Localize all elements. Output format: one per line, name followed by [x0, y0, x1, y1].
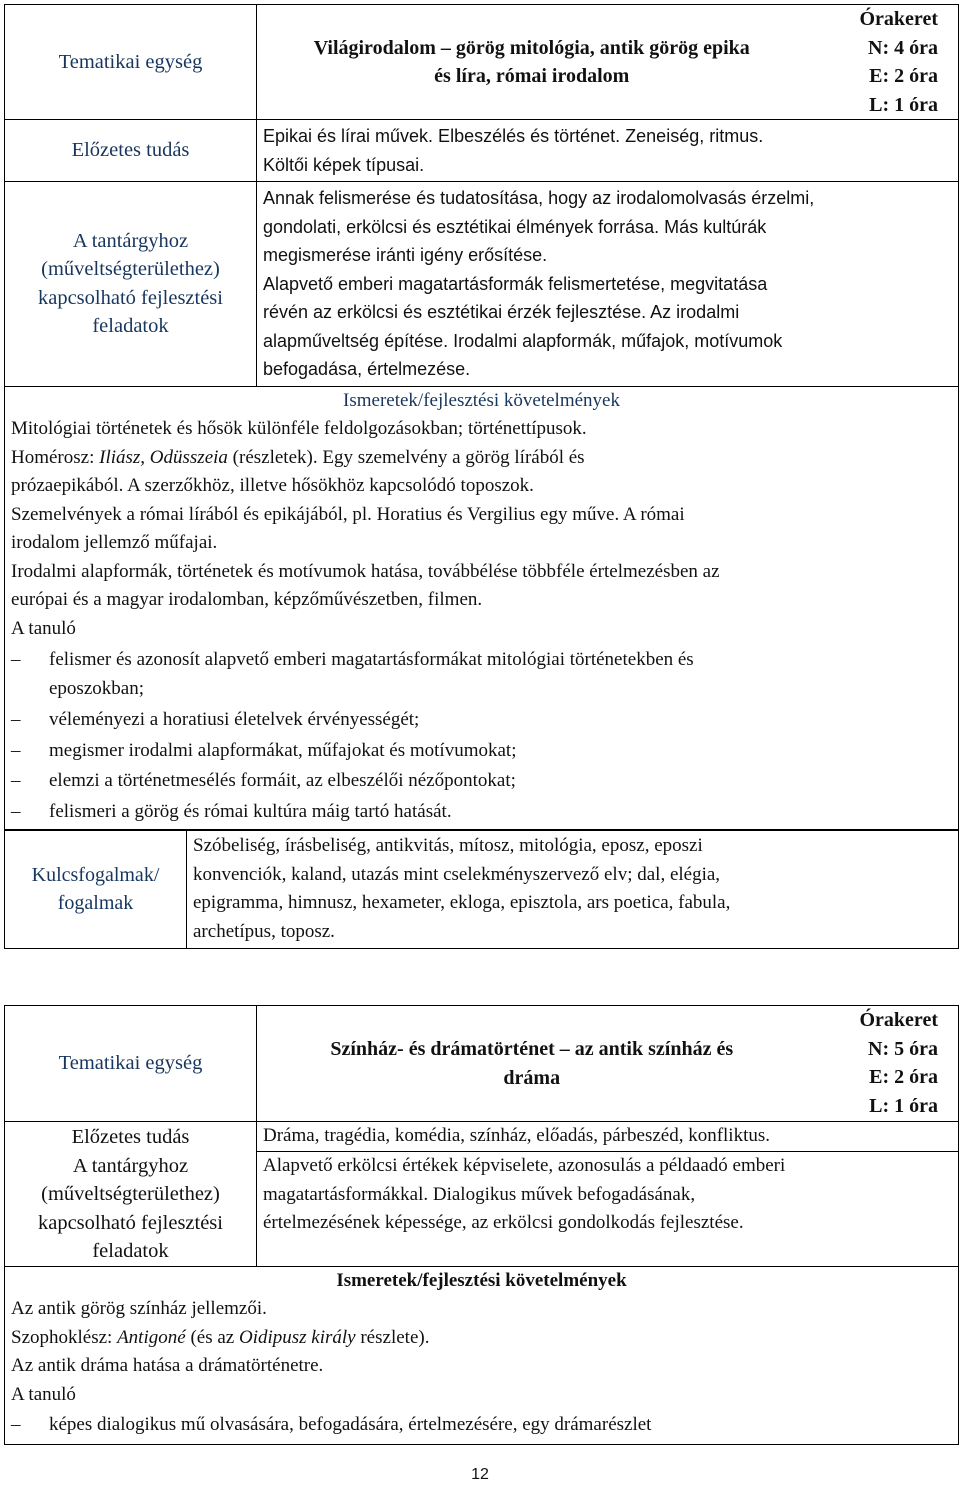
unit2-title-line1: Színház- és drámatörténet – az antik színház és — [330, 1038, 734, 1060]
unit2-title — [257, 1006, 807, 1122]
unit2-req-soph-suffix: részlete). — [355, 1326, 430, 1348]
unit1-keywords-line-4: archetípus, toposz. — [193, 920, 335, 942]
unit2-title-line2: dráma — [503, 1066, 561, 1089]
unit1-req-line2 — [11, 444, 952, 473]
unit2-req-soph-mid: (és az — [185, 1326, 239, 1348]
page-number: 12 — [471, 1466, 489, 1483]
unit1-bullet-3-text: megismer irodalmi alapformákat, műfajokat és motívumokat; — [49, 739, 517, 761]
unit1-req-homer-prefix: Homérosz: — [11, 446, 100, 468]
unit1-bullet-2-text: véleményezi a horatiusi életelvek érvényességét; — [49, 709, 420, 730]
unit1-dev-line-5: révén az erkölcsi és esztétikai érzék fejlesztése. Az irodalmi — [263, 302, 740, 322]
unit2-dev-label-3: kapcsolható fejlesztési — [37, 1211, 223, 1234]
unit1-keywords-line-2: konvenciók, kaland, utazás mint cselekményszervező elv; dal, elégia, — [193, 863, 721, 885]
unit2-table — [4, 1005, 959, 1445]
unit1-req-line4: Szemelvények a római lírából és epikájából, pl. Horatius és Vergilius egy műve. A római — [11, 503, 685, 525]
unit2-student-label: A tanuló — [11, 1383, 76, 1405]
unit1-dev-line-4: Alapvető emberi magatartásformák felismertetése, megvitatása — [263, 273, 768, 294]
unit2-dev-line-3: értelmezésének képessége, az erkölcsi gondolkodás fejlesztése. — [263, 1212, 744, 1233]
unit2-dev-label-2: (műveltségterülethez) — [41, 1183, 220, 1205]
unit2-req-soph-prefix: Szophoklész: — [11, 1326, 118, 1348]
unit1-prior-line2: Költői képek típusai. — [263, 154, 425, 175]
unit1-bullet-4 — [11, 767, 952, 796]
unit1-keywords-line-3: epigramma, himnusz, hexameter, ekloga, episztola, ars poetica, fabula, — [193, 892, 731, 913]
unit2-req-oidipusz: Oidipusz király — [238, 1326, 356, 1348]
unit2-dev-label — [5, 1152, 257, 1267]
unit1-dev-line-1: Annak felismerése és tudatosítása, hogy az irodalomolvasás érzelmi, — [263, 188, 815, 208]
unit1-keywords-heading-1: Kulcsfogalmak/ — [31, 863, 160, 886]
unit1-hours-label: Órakeret — [859, 8, 938, 30]
unit2-bullet-1 — [11, 1411, 952, 1440]
unit2-req-antigone: Antigoné — [117, 1326, 186, 1348]
unit1-hours-e: E: 2 óra — [869, 65, 938, 87]
unit2-prior-label: Előzetes tudás — [5, 1122, 257, 1152]
unit2-hours-l: L: 1 óra — [869, 1094, 938, 1117]
unit2-dev-label-4: feladatok — [92, 1240, 169, 1262]
unit1-keywords-text — [187, 830, 959, 949]
unit2-req-line2 — [11, 1324, 952, 1353]
unit1-bullet-1-line2: eposzokban; — [49, 677, 144, 699]
unit1-title-line2: és líra, római irodalom — [434, 65, 630, 87]
dash-icon: – — [11, 709, 21, 730]
unit1-req-line1: Mitológiai történetek és hősök különféle feldolgozásokban; történettípusok. — [11, 418, 587, 439]
unit1-keywords-table — [4, 829, 959, 949]
unit1-requirements — [5, 386, 959, 830]
unit2-hours-n: N: 5 óra — [868, 1037, 938, 1060]
document-page — [4, 4, 958, 1445]
unit2-dev-text — [257, 1152, 959, 1267]
unit1-thematic-label: Tematikai egység — [5, 5, 257, 120]
unit1-dev-line-7: befogadása, értelmezése. — [263, 359, 471, 379]
unit1-title-line1: Világirodalom – görög mitológia, antik görög epika — [313, 36, 750, 59]
unit1-title — [257, 5, 807, 120]
unit1-bullet-2 — [11, 706, 952, 735]
unit1-bullet-3 — [11, 737, 952, 766]
unit1-keywords-line-1: Szóbeliség, írásbeliség, antikvitás, mítosz, mitológia, eposz, eposzi — [193, 835, 703, 856]
unit1-hours-l: L: 1 óra — [869, 93, 938, 116]
unit2-req-heading: Ismeretek/fejlesztési követelmények — [336, 1269, 627, 1291]
dash-icon: – — [11, 649, 21, 670]
unit2-dev-line-1: Alapvető erkölcsi értékek képviselete, azonosulás a példaadó emberi — [263, 1155, 786, 1176]
unit1-keywords-heading-2: fogalmak — [57, 892, 134, 914]
unit1-req-body — [5, 415, 958, 826]
dash-icon: – — [11, 739, 21, 761]
unit1-dev-line-6: alapműveltség építése. Irodalmi alapformák, műfajok, motívumok — [263, 330, 783, 351]
unit1-dev-label-2: (műveltségterülethez) — [41, 258, 220, 281]
unit2-dev-line-2: magatartásformákkal. Dialogikus művek befogadásának, — [263, 1183, 696, 1205]
unit2-req-body — [5, 1295, 958, 1440]
unit1-prior-text — [257, 120, 959, 182]
unit1-req-line7: európai és a magyar irodalomban, képzőművészetben, filmen. — [11, 589, 483, 610]
unit1-dev-label — [5, 182, 257, 387]
unit1-student-label: A tanuló — [11, 617, 76, 639]
unit2-bullet-1-text: képes dialogikus mű olvasására, befogadására, értelmezésére, egy drámarészlet — [49, 1414, 652, 1435]
dash-icon: – — [11, 800, 21, 822]
unit1-dev-label-4: feladatok — [92, 315, 169, 338]
unit1-req-line5: irodalom jellemző műfajai. — [11, 532, 218, 553]
unit2-prior-text: Dráma, tragédia, komédia, színház, előadás, párbeszéd, konfliktus. — [257, 1122, 959, 1152]
unit2-hours-label: Órakeret — [859, 1009, 938, 1031]
unit1-bullet-1-text — [49, 646, 952, 703]
dash-icon: – — [11, 1414, 21, 1435]
unit1-req-line3: prózaepikából. A szerzőkhöz, illetve hősökhöz kapcsolódó toposzok. — [11, 475, 534, 496]
unit1-prior-line1: Epikai és lírai művek. Elbeszélés és történet. Zeneiség, ritmus. — [263, 126, 764, 146]
unit1-req-line6: Irodalmi alapformák, történetek és motívumok hatása, továbbélése többféle értelmezésben az — [11, 560, 720, 582]
unit1-bullet-1-line1: felismer és azonosít alapvető emberi magatartásformákat mitológiai történetekben és — [49, 649, 694, 670]
unit1-dev-label-3: kapcsolható fejlesztési — [37, 286, 223, 309]
unit1-dev-label-1: A tantárgyhoz — [72, 229, 189, 252]
unit1-dev-line-2: gondolati, erkölcsi és esztétikai élmények forrása. Más kultúrák — [263, 216, 767, 237]
unit1-hours-n: N: 4 óra — [868, 36, 938, 59]
unit2-req-line1: Az antik görög színház jellemzői. — [11, 1298, 267, 1319]
unit1-req-homer-suffix: (részletek). Egy szemelvény a görög lírából és — [227, 446, 585, 468]
unit1-hours — [807, 5, 959, 120]
unit1-req-heading: Ismeretek/fejlesztési követelmények — [343, 389, 620, 411]
unit2-dev-label-1: A tantárgyhoz — [72, 1154, 189, 1177]
unit1-bullet-5-text: felismeri a görög és római kultúra máig tartó hatását. — [49, 800, 452, 822]
unit2-requirements — [5, 1266, 959, 1444]
unit1-req-homer-works: Iliász, Odüsszeia — [99, 446, 228, 468]
unit1-table — [4, 4, 959, 831]
dash-icon: – — [11, 770, 21, 791]
unit2-thematic-label: Tematikai egység — [5, 1006, 257, 1122]
unit2-req-line3: Az antik dráma hatása a drámatörténetre. — [11, 1355, 324, 1376]
unit1-bullet-5 — [11, 798, 952, 827]
unit1-bullet-4-text: elemzi a történetmesélés formáit, az elbeszélői nézőpontokat; — [49, 770, 516, 791]
unit2-hours — [807, 1006, 959, 1122]
unit1-bullet-1 — [11, 646, 952, 703]
unit1-dev-text — [257, 182, 959, 387]
unit2-hours-e: E: 2 óra — [869, 1066, 938, 1088]
unit1-dev-line-3: megismerése iránti igény erősítése. — [263, 245, 548, 265]
unit1-prior-label: Előzetes tudás — [5, 120, 257, 182]
unit1-keywords-heading — [5, 830, 187, 949]
